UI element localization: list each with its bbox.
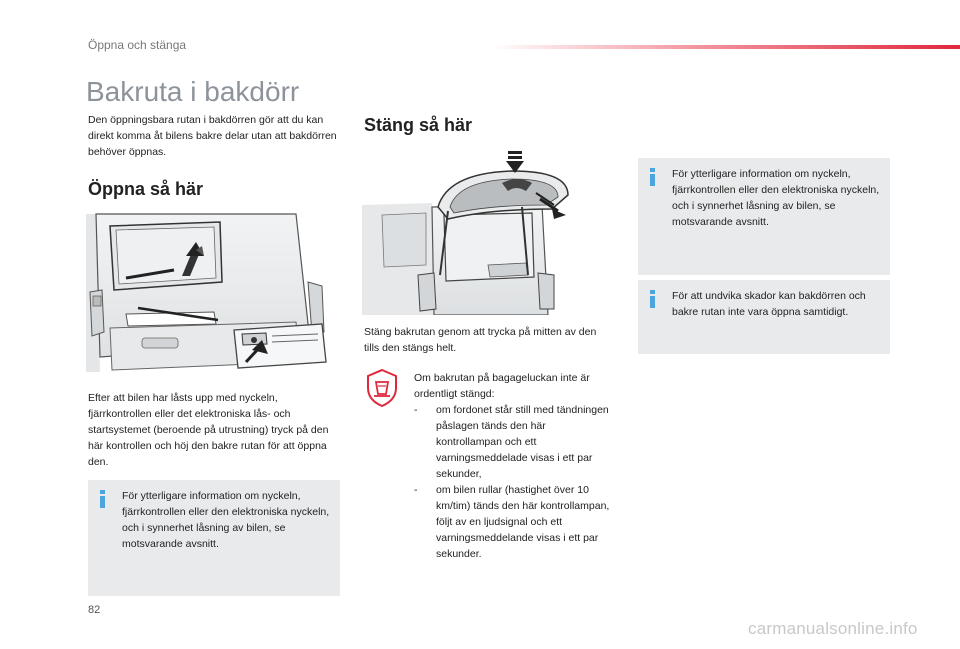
header-rule — [490, 45, 960, 49]
section-header: Öppna och stänga — [88, 38, 187, 52]
info-icon — [650, 168, 656, 186]
page-number: 82 — [88, 604, 101, 616]
close-illustration — [362, 145, 602, 315]
open-illustration — [86, 212, 340, 372]
warning-text — [414, 370, 614, 562]
side-info-box-2 — [638, 280, 890, 354]
info-icon — [650, 290, 656, 308]
warning-icon — [364, 368, 400, 408]
side-info-text-1: För ytterligare information om nyckeln, fjärrkontrollen eller den elektroniska nyckeln, och i synnerhet låsning av bilen, se motsvarande avsnitt. — [672, 168, 880, 228]
watermark: carmanualsonline.info — [748, 619, 918, 638]
open-text: Efter att bilen har låsts upp med nyckeln, fjärrkontrollen eller det elektroniska lås- och startsystemet (beroende på utrustning) tryck på den här kontrollen och höj den bakre rutan för att öppna den. — [88, 392, 329, 468]
warning-item-text: om bilen rullar (hastighet över 10 km/tim) tänds den här kontrollampan, följt av en ljudsignal och ett varningsmeddelande visas i ett par sekunder. — [436, 484, 610, 560]
open-info-text: För ytterligare information om nyckeln, fjärrkontrollen eller den elektroniska nyckeln, och i synnerhet låsning av bilen, se motsvarande avsnitt. — [122, 490, 330, 550]
close-heading: Stäng så här — [364, 115, 473, 135]
open-heading: Öppna så här — [88, 179, 204, 199]
open-info-box — [88, 480, 340, 596]
page-title: Bakruta i bakdörr — [86, 76, 300, 107]
side-info-box-1 — [638, 158, 890, 275]
warning-list-item: - om fordonet står still med tändningen påslagen tänds den här kontrollampan och ett varningsmeddelade visas i ett par sekunder, — [414, 402, 614, 482]
close-text: Stäng bakrutan genom att trycka på mitten av den tills den stängs helt. — [364, 326, 597, 354]
side-info-text-2: För att undvika skador kan bakdörren och bakre rutan inte vara öppna samtidigt. — [672, 290, 866, 318]
info-icon — [100, 490, 106, 508]
warning-list-item: - om bilen rullar (hastighet över 10 km/tim) tänds den här kontrollampan, följt av en ljudsignal och ett varningsmeddelande visas i ett par sekunder. — [414, 482, 614, 562]
warning-intro: Om bakrutan på bagageluckan inte är ordentligt stängd: — [414, 372, 590, 400]
intro-text: Den öppningsbara rutan i bakdörren gör att du kan direkt komma åt bilens bakre delar utan att bakdörren behöver öppnas. — [88, 114, 337, 158]
warning-item-text: om fordonet står still med tändningen påslagen tänds den här kontrollampan och ett varningsmeddelade visas i ett par sekunder, — [436, 404, 609, 480]
